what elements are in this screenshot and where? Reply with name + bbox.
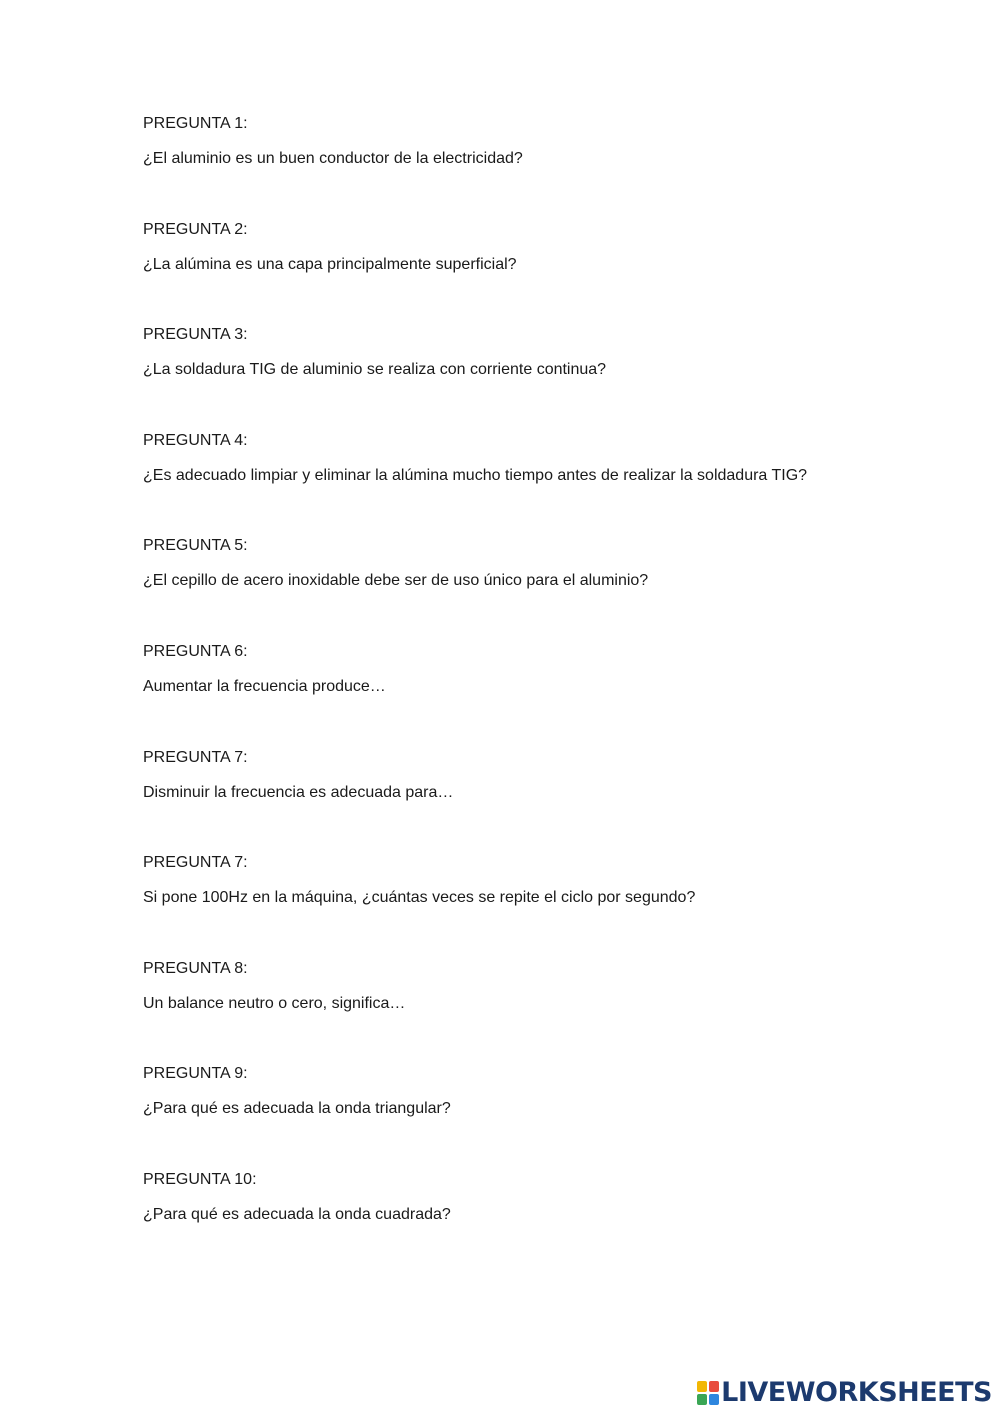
question-text: ¿La soldadura TIG de aluminio se realiza con corriente continua? — [143, 361, 607, 379]
question-text: ¿Es adecuado limpiar y eliminar la alúmina mucho tiempo antes de realizar la soldadura TIG? — [143, 466, 808, 484]
question-label: PREGUNTA 4: — [143, 431, 248, 449]
question-text: Un balance neutro o cero, significa… — [143, 994, 406, 1012]
question-label: PREGUNTA 3: — [143, 326, 248, 344]
question-label: PREGUNTA 2: — [143, 220, 248, 238]
question-5 — [143, 536, 963, 642]
liveworksheets-logo — [697, 1377, 992, 1409]
question-text: Disminuir la frecuencia es adecuada para… — [143, 783, 454, 801]
question-label: PREGUNTA 7: — [143, 748, 248, 766]
question-label: PREGUNTA 9: — [143, 1065, 248, 1083]
question-label: PREGUNTA 5: — [143, 537, 248, 555]
question-7b — [143, 853, 963, 959]
question-7 — [143, 748, 963, 854]
question-text: ¿La alúmina es una capa principalmente superficial? — [143, 255, 517, 273]
question-text: Aumentar la frecuencia produce… — [143, 677, 386, 695]
question-2 — [143, 220, 963, 326]
question-text: ¿El aluminio es un buen conductor de la electricidad? — [143, 150, 523, 167]
question-text: ¿Para qué es adecuada la onda triangular? — [143, 1100, 451, 1118]
logo-text: LIVEWORKSHEETS — [721, 1377, 992, 1408]
question-label: PREGUNTA 8: — [143, 959, 248, 977]
question-text: ¿Para qué es adecuada la onda cuadrada? — [143, 1205, 451, 1223]
question-label: PREGUNTA 1: — [143, 115, 248, 132]
question-label: PREGUNTA 7: — [143, 854, 248, 872]
question-label: PREGUNTA 6: — [143, 642, 248, 660]
question-8 — [143, 959, 963, 1065]
question-label: PREGUNTA 10: — [143, 1170, 257, 1188]
question-list — [143, 114, 963, 1276]
liveworksheets-logo-icon — [697, 1381, 719, 1405]
question-9 — [143, 1064, 963, 1170]
question-text: ¿El cepillo de acero inoxidable debe ser de uso único para el aluminio? — [143, 572, 649, 590]
question-text: Si pone 100Hz en la máquina, ¿cuántas veces se repite el ciclo por segundo? — [143, 889, 696, 907]
question-10 — [143, 1170, 963, 1276]
question-1 — [143, 114, 963, 220]
question-3 — [143, 325, 963, 431]
question-6 — [143, 642, 963, 748]
question-4 — [143, 431, 963, 537]
